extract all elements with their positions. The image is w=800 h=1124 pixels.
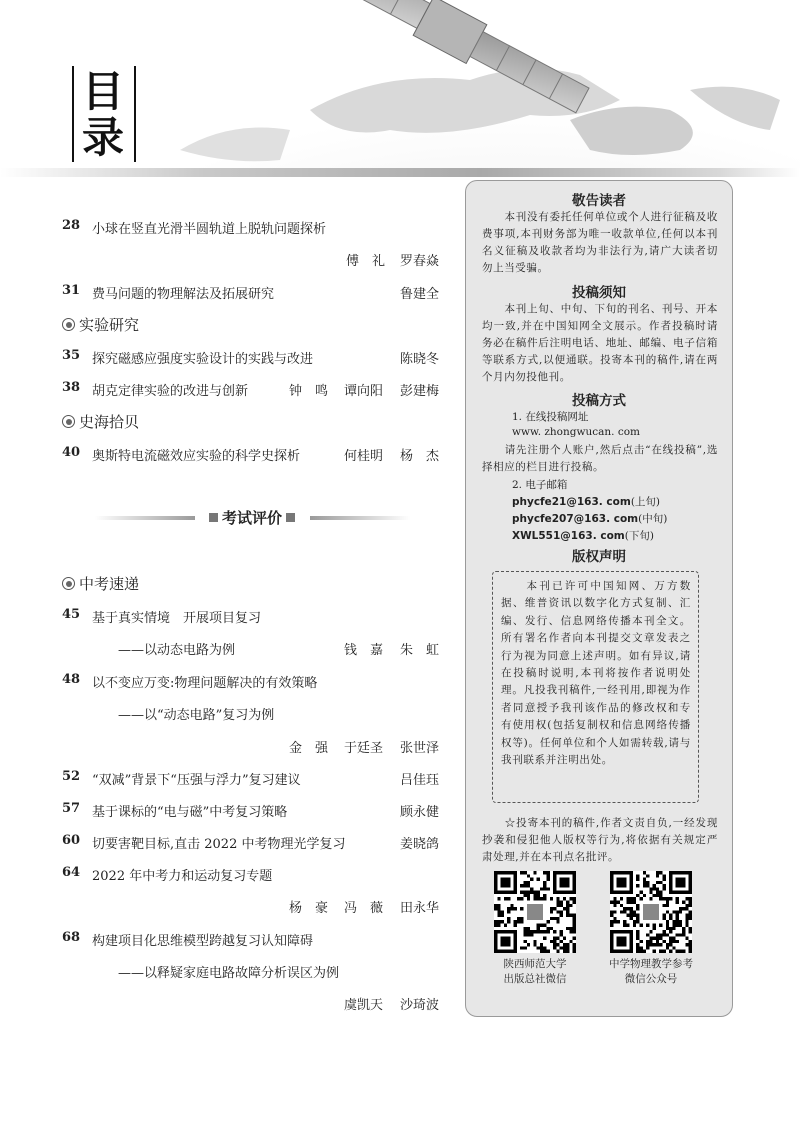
entry-author: 杨 杰 (400, 449, 440, 464)
copyright-heading: 版权声明 (572, 549, 626, 565)
section-bullet-icon (62, 577, 75, 590)
copyright-text: 本刊已许可中国知网、万方数据、维普资讯以数字化方式复制、汇编、发行、信息网络传播本刊全文。所有署名作者向本刊提交文章发表之行为视为同意上述声明。如有异议,请在投稿时说明,本刊将按作者说明处理。凡投我刊稿件,一经刊用,即视为作者同意授予我刊该作品的修改权和专有使用权(包括复制权和信息网络传播权等)。任何单位和个人如需转载,请与我刊联系并注明出处。 (501, 580, 691, 767)
entry-title[interactable]: 胡克定律实验的改进与创新 (92, 384, 249, 399)
entry-author: 张世泽 (400, 741, 440, 756)
entry-author: 罗春焱 (400, 254, 440, 269)
qr-pattern-2 (610, 871, 692, 953)
section-heading: 实验研究 (62, 314, 139, 335)
category-title: 考试评价 (222, 509, 283, 527)
qr-caption: 中学物理教学参考 微信公众号 (609, 958, 693, 985)
entry-number: 57 (62, 801, 81, 816)
qr-pattern-1 (494, 871, 576, 953)
entry-author: 金 强 (289, 741, 329, 756)
entry-author: 虞凯天 (344, 998, 384, 1013)
entry-author: 沙琦波 (400, 998, 440, 1013)
method-online-label: 1. 在线投稿网址 (512, 411, 589, 423)
entry-subtitle: ——以“动态电路”复习为例 (118, 708, 275, 723)
entry-author: 田永华 (400, 901, 440, 916)
entry-number: 60 (62, 833, 81, 848)
email-address[interactable]: phycfe21@163. com(上旬) (512, 496, 661, 508)
entry-author: 顾永健 (400, 805, 440, 820)
entry-number: 40 (62, 445, 81, 460)
entry-title[interactable]: 费马问题的物理解法及拓展研究 (92, 287, 275, 302)
notice-heading: 敬告读者 (572, 193, 626, 209)
entry-author: 朱 虹 (400, 643, 440, 658)
title-char-1: 目 (82, 67, 125, 116)
entry-title[interactable]: 2022 年中考力和运动复习专题 (92, 869, 273, 884)
section-heading: 中考速递 (62, 573, 139, 594)
submit-heading: 投稿须知 (572, 285, 626, 301)
entry-number: 35 (62, 348, 81, 363)
entry-author: 钟 鸣 (289, 384, 329, 399)
method-email-label: 2. 电子邮箱 (512, 479, 568, 491)
entry-author: 傅 礼 (346, 254, 386, 269)
entry-number: 38 (62, 380, 81, 395)
entry-title[interactable]: 小球在竖直光滑半圆轨道上脱轨问题探析 (92, 222, 327, 237)
entry-author: 鲁建全 (400, 287, 440, 302)
entry-number: 28 (62, 218, 81, 233)
entry-title[interactable]: 基于真实情境 开展项目复习 (92, 611, 262, 626)
entry-author: 谭向阳 (344, 384, 384, 399)
entry-title[interactable]: 探究磁感应强度实验设计的实践与改进 (92, 352, 314, 367)
method-heading: 投稿方式 (572, 393, 626, 409)
warning-text: ☆投寄本刊的稿件,作者文责自负,一经发现抄袭和侵犯他人版权等行为,将依据有关规定严肃处理,并在本刊点名批评。 (482, 817, 718, 863)
qr-code-icon[interactable] (610, 871, 692, 953)
submit-text: 本刊上旬、中旬、下旬的刊名、刊号、开本均一致,并在中国知网全文展示。作者投稿时请务必在稿件后注明电话、地址、邮编、电子信箱等联系方式,以便通联。投寄本刊的稿件,请在两个月内勿投他刊。 (482, 303, 718, 383)
entry-author: 杨 豪 (289, 901, 329, 916)
entry-author: 何桂明 (344, 449, 384, 464)
submission-url[interactable]: www. zhongwucan. com (512, 426, 640, 438)
entry-title[interactable]: 切要害靶目标,直击 2022 中考物理光学复习 (92, 837, 346, 852)
entry-number: 52 (62, 769, 81, 784)
category-divider (95, 510, 410, 526)
entry-author: 冯 薇 (344, 901, 384, 916)
entry-number: 31 (62, 283, 81, 298)
entry-author: 彭建梅 (400, 384, 440, 399)
entry-author: 钱 嘉 (344, 643, 384, 658)
method-online-text: 请先注册个人账户,然后点击“在线投稿”,选择相应的栏目进行投稿。 (482, 444, 718, 473)
copyright-box (492, 571, 699, 803)
section-bullet-icon (62, 415, 75, 428)
entry-title[interactable]: 构建项目化思维模型跨越复习认知障碍 (92, 934, 314, 949)
info-sidebar (465, 180, 733, 1017)
section-heading: 史海拾贝 (62, 411, 139, 432)
entry-subtitle: ——以动态电路为例 (118, 643, 236, 658)
entry-author: 吕佳珏 (400, 773, 440, 788)
entry-number: 68 (62, 930, 81, 945)
entry-title[interactable]: 奥斯特电流磁效应实验的科学史探析 (92, 449, 301, 464)
qr-code-icon[interactable] (494, 871, 576, 953)
notice-text: 本刊没有委托任何单位或个人进行征稿及收费事项,本刊财务部为唯一收款单位,任何以本刊名义征稿及收款者均为非法行为,请广大读者切勿上当受骗。 (482, 211, 718, 274)
entry-title[interactable]: “双减”背景下“压强与浮力”复习建议 (92, 773, 301, 788)
entry-author: 陈晓冬 (400, 352, 440, 367)
entry-title[interactable]: 以不变应万变:物理问题解决的有效策略 (92, 676, 318, 691)
email-address[interactable]: XWL551@163. com(下旬) (512, 530, 654, 542)
email-address[interactable]: phycfe207@163. com(中旬) (512, 513, 668, 525)
title-char-2: 录 (82, 113, 125, 162)
entry-number: 48 (62, 672, 81, 687)
qr-caption: 陕西师范大学 出版总社微信 (503, 958, 567, 985)
entry-title[interactable]: 基于课标的“电与磁”中考复习策略 (92, 805, 288, 820)
entry-author: 姜晓鸽 (400, 837, 440, 852)
entry-author: 于廷圣 (344, 741, 384, 756)
entry-number: 45 (62, 607, 81, 622)
entry-subtitle: ——以释疑家庭电路故障分析误区为例 (118, 966, 340, 981)
section-bullet-icon (62, 318, 75, 331)
entry-number: 64 (62, 865, 81, 880)
